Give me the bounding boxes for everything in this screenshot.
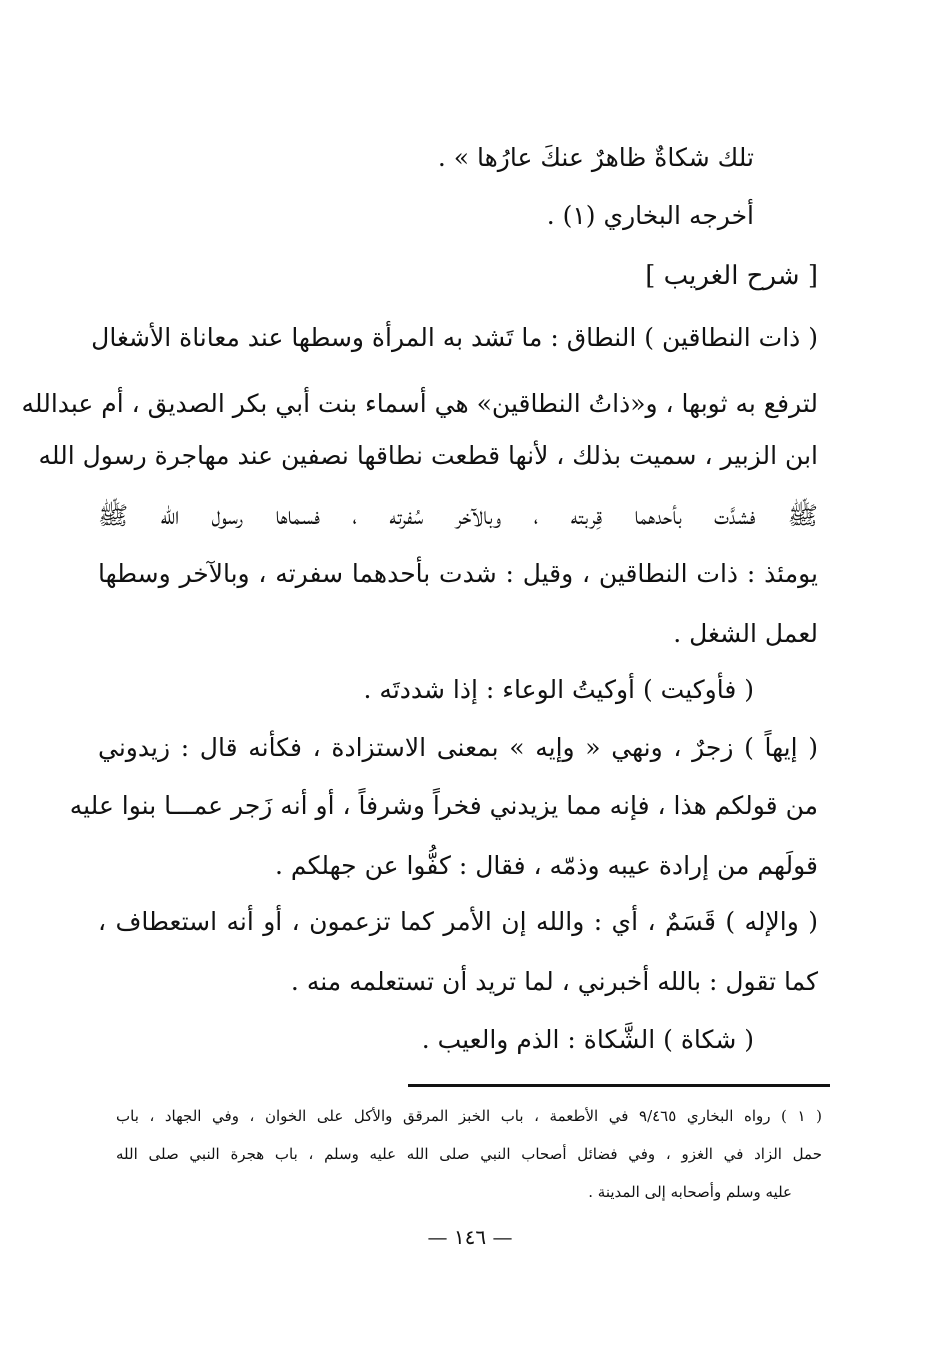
paragraph-line: لعمل الشغل . <box>673 619 818 648</box>
footnote-separator <box>408 1084 830 1087</box>
paragraph-line: لترفع به ثوبها ، و«ذاتُ النطاقين» هي أسماء بنت أبي بكر الصديق ، أم عبدالله <box>21 389 818 418</box>
poem-verse-line: تلك شكاةٌ ظاهرٌ عنكَ عارُها » . <box>437 143 754 172</box>
definition-line: ( والإله ) قَسَمٌ ، أي : والله إن الأمر كما تزعمون ، أو أنه استعطاف ، <box>98 907 818 936</box>
definition-line: ( فأوكيت ) أوكيتُ الوعاء : إذا شددتَه . <box>363 675 754 704</box>
footnote-line: ( ١ ) رواه البخاري ٩/٤٦٥ في الأطعمة ، باب الخبز المرقق والأكل على الخوان ، وفي الجهاد ، باب <box>116 1107 822 1125</box>
paragraph-line: ( ذات النطاقين ) النطاق : ما تَشد به المرأة وسطها عند معاناة الأشغال <box>91 323 818 352</box>
paragraph-line: ﷺ فشدَّت بأحدهما قِربته ، وبالآخر سُفرته ، فسماها رسول الله ﷺ <box>98 501 818 530</box>
paragraph-line: كما تقول : بالله أخبرني ، لما تريد أن تستعلمه منه . <box>290 967 818 996</box>
footnote-line: حمل الزاد في الغزو ، وفي فضائل أصحاب النبي صلى الله عليه وسلم ، باب هجرة النبي صلى الله <box>116 1145 822 1163</box>
definition-line: ( شكاة ) الشَّكاة : الذم والعيب . <box>421 1025 754 1054</box>
paragraph-line: من قولكم هذا ، فإنه مما يزيدني فخراً وشرفاً ، أو أنه زَجر عمـــا بنوا عليه <box>69 791 818 820</box>
paragraph-line: قولَهم من إرادة عيبه وذمّه ، فقال : كفُّوا عن جهلكم . <box>275 851 818 880</box>
paragraph-line: يومئذ : ذات النطاقين ، وقيل : شدت بأحدهما سفرته ، وبالآخر وسطها <box>98 559 818 588</box>
footnote-line: عليه وسلم وأصحابه إلى المدينة . <box>588 1183 792 1201</box>
section-heading: [ شرح الغريب ] <box>645 261 818 291</box>
hadith-source-line: أخرجه البخاري (١) . <box>546 201 754 230</box>
definition-line: ( إيهاً ) زجرٌ ، ونهي « وإيه » بمعنى الاستزادة ، فكأنه قال : زيدوني <box>98 733 818 762</box>
page-number: — ١٤٦ — <box>427 1225 513 1249</box>
paragraph-line: ابن الزبير ، سميت بذلك ، لأنها قطعت نطاقها نصفين عند مهاجرة رسول الله <box>38 441 818 470</box>
